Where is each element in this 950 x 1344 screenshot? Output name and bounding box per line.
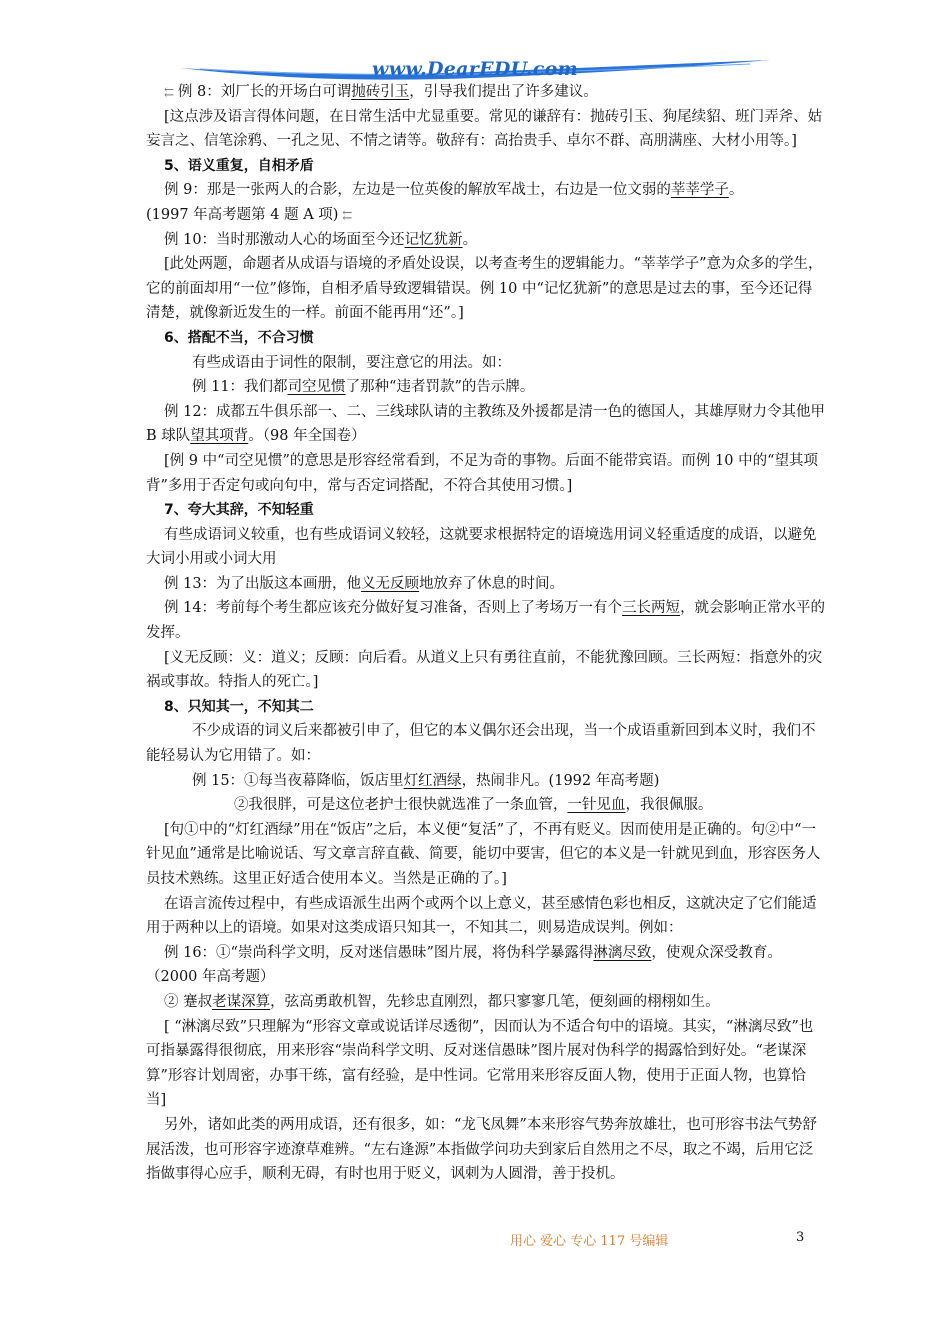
section-heading-5: 5、语义重复，自相矛盾 bbox=[164, 157, 314, 174]
note-5: [此处两题，命题者从成语与语境的矛盾处设误，以考查考生的逻辑能力。“莘莘学子”意为众多的学生，它的前面却用“一位”修饰，自相矛盾导致逻辑错误。例 10 中“记忆犹新”的意思是过去的事，至今还记得清楚，就像新近发生的一样。前面不能再用“还”。] bbox=[146, 256, 823, 322]
intro-6: 有些成语由于词性的限制，要注意它的用法。如： bbox=[192, 354, 511, 371]
section-heading-6: 6、搭配不当，不合习惯 bbox=[164, 329, 314, 346]
intro-8: 不少成语的词义后来都被引申了，但它的本义偶尔还会出现，当一个成语重新回到本义时，我们不能轻易认为它用错了。如： bbox=[146, 723, 816, 765]
note-6: [例 9 中“司空见惯”的意思是形容经常看到，不足为奇的事物。后面不能带宾语。而例 10 中的“望其项背”多用于否定句或向句中，常与否定词搭配，不符合其使用习惯。] bbox=[146, 452, 819, 494]
note-8: [这点涉及语言得体问题，在日常生活中尤显重要。常见的谦辞有：抛砖引玉、狗尾续貂、班门弄斧、姑妄言之、信笔涂鸦、一孔之见、不情之请等。敬辞有：高抬贵手、卓尔不群、高朋满座、大材小用等。] bbox=[146, 108, 823, 150]
example-9: 例 9：那是一张两人的合影，左边是一位英俊的解放军战士，右边是一位文弱的莘莘学子。 (1997 年高考题第 4 题 A 项) ⇇ bbox=[146, 182, 744, 223]
note-8-section: [句①中的“灯红酒绿”用在“饭店”之后，本义便“复活”了，不再有贬义。因而使用是正确的。句②中“一针见血”通常是比喻说话、写文章言辞直截、简要，能切中要害，但它的本义是一针就见到血，形容医务人员技术熟练。这里正好适合使用本义。当然是正确的了。] bbox=[146, 821, 821, 887]
section-heading-7: 7、夸大其辞，不知轻重 bbox=[164, 502, 314, 519]
example-12: 例 12：成都五牛俱乐部一、二、三线球队请的主教练及外援都是清一色的德国人，其雄厚财力令其他甲 B 球队望其项背。（98 年全国卷） bbox=[146, 403, 826, 445]
document-body bbox=[146, 80, 826, 1187]
example-16-part-2: ② 蹇叔老谋深算，弦高勇敢机智，先轸忠直刚烈，都只寥寥几笔，便刻画的栩栩如生。 bbox=[164, 993, 720, 1010]
paragraph-multi-meaning: 在语言流传过程中，有些成语派生出两个或两个以上意义，甚至感情色彩也相反，这就决定了它们能适用于两种以上的语境。如果对这类成语只知其一，不知其二，则易造成误判。例如： bbox=[146, 895, 817, 937]
example-11: 例 11：我们都司空见惯了那种“违者罚款”的告示牌。 bbox=[192, 379, 535, 396]
example-8: ⇇ 例 8：刘厂长的开场白可谓抛砖引玉，引导我们提出了许多建议。 bbox=[164, 84, 598, 100]
section-heading-8: 8、只知其一，不知其二 bbox=[164, 698, 314, 715]
example-13: 例 13：为了出版这本画册，他义无反顾地放弃了休息的时间。 bbox=[164, 575, 565, 592]
site-url[interactable]: www.DearEDU.com bbox=[372, 58, 578, 80]
example-10: 例 10：当时那激动人心的场面至今还记忆犹新。 bbox=[164, 231, 478, 248]
paragraph-dual-use: 另外，诸如此类的两用成语，还有很多，如：“龙飞凤舞”本来形容气势奔放雄壮，也可形容书法气势舒展活泼，也可形容字迹潦草难辨。“左右逢源”本指做学问功夫到家后自然用之不尽，取之不竭，后用它泛指做事得心应手，顺利无碍，有时也用于贬义，讽刺为人圆滑，善于投机。 bbox=[146, 1116, 817, 1183]
footer-text: 用心 爱心 专心 117 号编辑 bbox=[510, 1234, 669, 1249]
example-14: 例 14：考前每个考生都应该充分做好复习准备，否则上了考场万一有个三长两短，就会影响正常水平的发挥。 bbox=[146, 600, 826, 642]
example-15: 例 15：①每当夜幕降临，饭店里灯红酒绿，热闹非凡。(1992 年高考题) bbox=[192, 772, 660, 789]
example-15-part-2: ②我很胖，可是这位老护士很快就选准了一条血管，一针见血，我很佩服。 bbox=[234, 797, 713, 814]
example-16: 例 16：①“崇尚科学文明，反对迷信愚昧”图片展，将伪科学暴露得淋漓尽致，使观众深受教育。（2000 年高考题） bbox=[146, 944, 782, 986]
paragraph-mark-icon: ⇇ bbox=[164, 85, 178, 99]
note-16: [ “淋漓尽致”只理解为“形容文章或说话详尽透彻”，因而认为不适合句中的语境。其实，“淋漓尽致”也可指暴露得很彻底，用来形容“崇尚科学文明、反对迷信愚昧”图片展对伪科学的揭露恰到好处。“老谋深算”形容计划周密，办事干练，富有经验，是中性词。它常用来形容反面人物，使用于正面人物，也算恰当] bbox=[146, 1018, 814, 1109]
intro-7: 有些成语词义较重，也有些成语词义较轻，这就要求根据特定的语境选用词义轻重适度的成语，以避免大词小用或小词大用 bbox=[146, 526, 817, 568]
page-number: 3 bbox=[796, 1230, 805, 1245]
note-7: [义无反顾：义：道义；反顾：向后看。从道义上只有勇往直前，不能犹豫回顾。三长两短：指意外的灾祸或事故。特指人的死亡。] bbox=[146, 649, 823, 691]
